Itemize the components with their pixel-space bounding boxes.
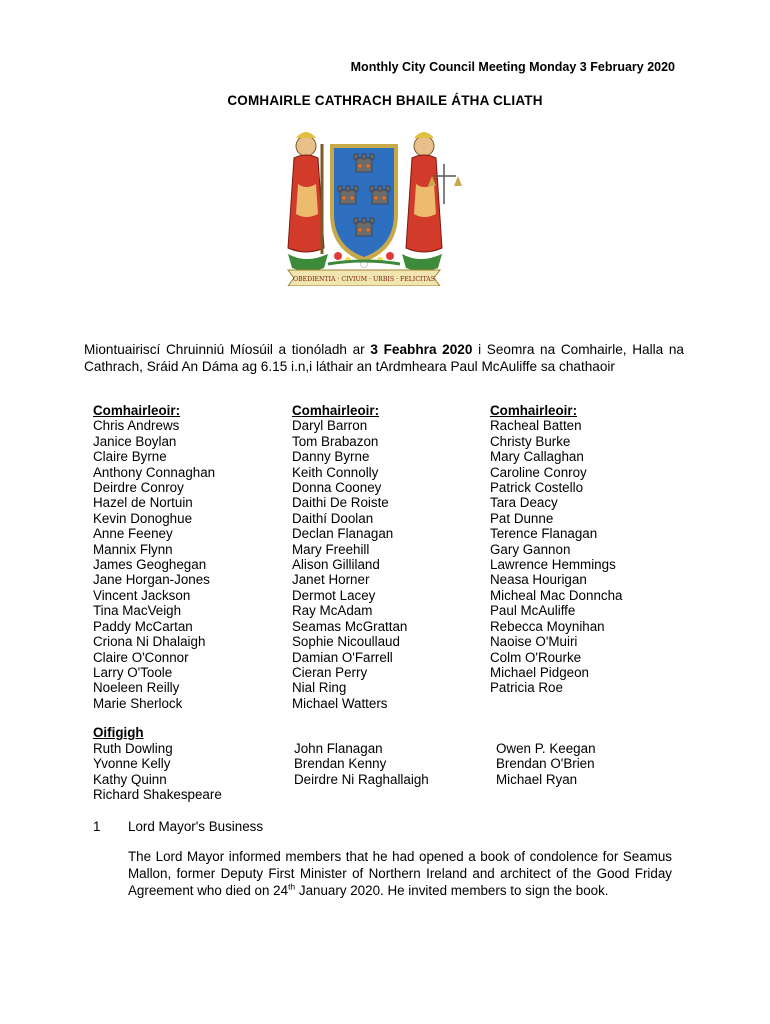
councillor-name: Caroline Conroy: [490, 464, 587, 480]
councillor-name: Patricia Roe: [490, 680, 563, 696]
councillor-name: Rebecca Moynihan: [490, 618, 605, 634]
right-figure-icon: [402, 132, 462, 271]
councillors-heading: Comhairleoir:: [93, 403, 181, 418]
councillor-name: Cieran Perry: [292, 664, 368, 680]
item-body-part1: The Lord Mayor informed members that he had opened a book of condolence for Seamus Mallon, former Deputy First Minister of Northern Ireland and architect of the Good Friday Agreement who died on 24: [128, 849, 672, 898]
councillor-name: Marie Sherlock: [93, 695, 183, 711]
councillor-name: Claire O'Connor: [93, 649, 189, 665]
councillors-column-2: [292, 403, 407, 711]
meeting-date-header: Monthly City Council Meeting Monday 3 February 2020: [350, 60, 675, 74]
councillor-name: Janet Horner: [292, 572, 370, 588]
councillor-name: Naoise O'Muiri: [490, 634, 578, 650]
councillor-name: Hazel de Nortuin: [93, 495, 193, 511]
official-name: Ruth Dowling: [93, 741, 173, 756]
official-name: Michael Ryan: [496, 771, 578, 787]
councillor-name: Mannix Flynn: [93, 541, 173, 557]
councillor-name: James Geoghegan: [93, 557, 207, 573]
councillor-name: Chris Andrews: [93, 418, 180, 434]
councillors-column-1: [93, 403, 215, 711]
councillor-name: Tom Brabazon: [292, 433, 379, 449]
councillor-name: Larry O'Toole: [93, 664, 173, 680]
councillor-name: Daithi De Roiste: [292, 495, 389, 511]
official-name: Owen P. Keegan: [496, 741, 596, 756]
councillor-name: Michael Watters: [292, 695, 388, 711]
officials-column-1: [93, 741, 222, 803]
councillor-name: Michael Pidgeon: [490, 664, 590, 680]
councillor-name: Damian O'Farrell: [292, 649, 393, 665]
item-body-sup: th: [288, 881, 296, 892]
councillor-name: Ray McAdam: [292, 603, 373, 619]
councillor-name: Micheal Mac Donncha: [490, 587, 623, 603]
agenda-item-title: Lord Mayor's Business: [128, 819, 264, 834]
council-title: COMHAIRLE CATHRACH BHAILE ÁTHA CLIATH: [227, 93, 543, 108]
councillor-name: Christy Burke: [490, 433, 571, 449]
agenda-item-number: 1: [93, 819, 101, 834]
councillor-name: Racheal Batten: [490, 418, 582, 434]
councillor-name: Daithí Doolan: [292, 510, 374, 526]
officials-column-3: [496, 741, 596, 787]
officials-heading: Oifigigh: [93, 725, 144, 740]
councillor-name: Tara Deacy: [490, 495, 558, 511]
councillor-name: Patrick Costello: [490, 480, 584, 496]
councillor-name: Deirdre Conroy: [93, 480, 184, 496]
councillor-name: Mary Freehill: [292, 541, 370, 557]
councillor-name: Nial Ring: [292, 680, 347, 696]
official-name: Brendan O'Brien: [496, 756, 595, 772]
councillor-name: Claire Byrne: [93, 449, 167, 465]
intro-text-part1: Miontuairiscí Chruinniú Míosúil a tionóladh ar: [84, 342, 371, 357]
item-body-part2: January 2020. He invited members to sign the book.: [295, 883, 609, 898]
official-name: Richard Shakespeare: [93, 787, 222, 803]
councillor-name: Tina MacVeigh: [93, 603, 182, 619]
motto-text: OBEDIENTIA · CIVIUM · URBIS · FELICITAS: [293, 276, 435, 283]
councillor-name: Alison Gilliland: [292, 557, 380, 573]
coat-of-arms-crest: [258, 124, 470, 286]
councillor-name: Terence Flanagan: [490, 526, 598, 542]
official-name: John Flanagan: [294, 741, 383, 756]
officials-column-2: [294, 741, 429, 787]
councillors-heading: Comhairleoir:: [292, 403, 380, 418]
councillor-name: Seamas McGrattan: [292, 618, 408, 634]
councillor-name: Anthony Connaghan: [93, 464, 216, 480]
councillor-name: Jane Horgan-Jones: [93, 572, 210, 588]
councillor-name: Donna Cooney: [292, 480, 382, 496]
agenda-item-body: [128, 848, 672, 899]
councillors-column-3: [490, 403, 622, 696]
councillor-name: Criona Ni Dhalaigh: [93, 634, 206, 650]
official-name: Kathy Quinn: [93, 771, 167, 787]
councillor-name: Danny Byrne: [292, 449, 370, 465]
councillors-heading: Comhairleoir:: [490, 403, 578, 418]
official-name: Brendan Kenny: [294, 756, 387, 772]
councillor-name: Keith Connolly: [292, 464, 379, 480]
meeting-intro-paragraph: [84, 341, 684, 375]
intro-text-part2: i Seomra na Comhairle, Halla na Cathrach, Sráid An Dáma ag 6.15 i.n,i láthair an tArdmheara Paul McAuliffe sa chathaoir: [84, 342, 684, 374]
councillor-name: Anne Feeney: [93, 526, 173, 542]
shield-icon: [330, 144, 398, 262]
councillor-name: Lawrence Hemmings: [490, 557, 616, 573]
councillor-name: Daryl Barron: [292, 418, 368, 434]
councillor-name: Vincent Jackson: [93, 587, 191, 603]
councillor-name: Janice Boylan: [93, 433, 177, 449]
councillor-name: Neasa Hourigan: [490, 572, 587, 588]
councillor-name: Kevin Donoghue: [93, 510, 193, 526]
councillor-name: Colm O'Rourke: [490, 649, 582, 665]
councillor-name: Gary Gannon: [490, 541, 571, 557]
councillor-name: Dermot Lacey: [292, 587, 376, 603]
councillor-name: Pat Dunne: [490, 510, 554, 526]
left-figure-icon: [288, 132, 328, 271]
official-name: Yvonne Kelly: [93, 756, 171, 772]
official-name: Deirdre Ni Raghallaigh: [294, 771, 429, 787]
councillor-name: Declan Flanagan: [292, 526, 394, 542]
councillor-name: Paddy McCartan: [93, 618, 193, 634]
councillor-name: Mary Callaghan: [490, 449, 584, 465]
intro-date: 3 Feabhra 2020: [370, 342, 473, 357]
councillor-name: Sophie Nicoullaud: [292, 634, 400, 650]
councillor-name: Noeleen Reilly: [93, 680, 180, 696]
councillor-name: Paul McAuliffe: [490, 603, 576, 619]
